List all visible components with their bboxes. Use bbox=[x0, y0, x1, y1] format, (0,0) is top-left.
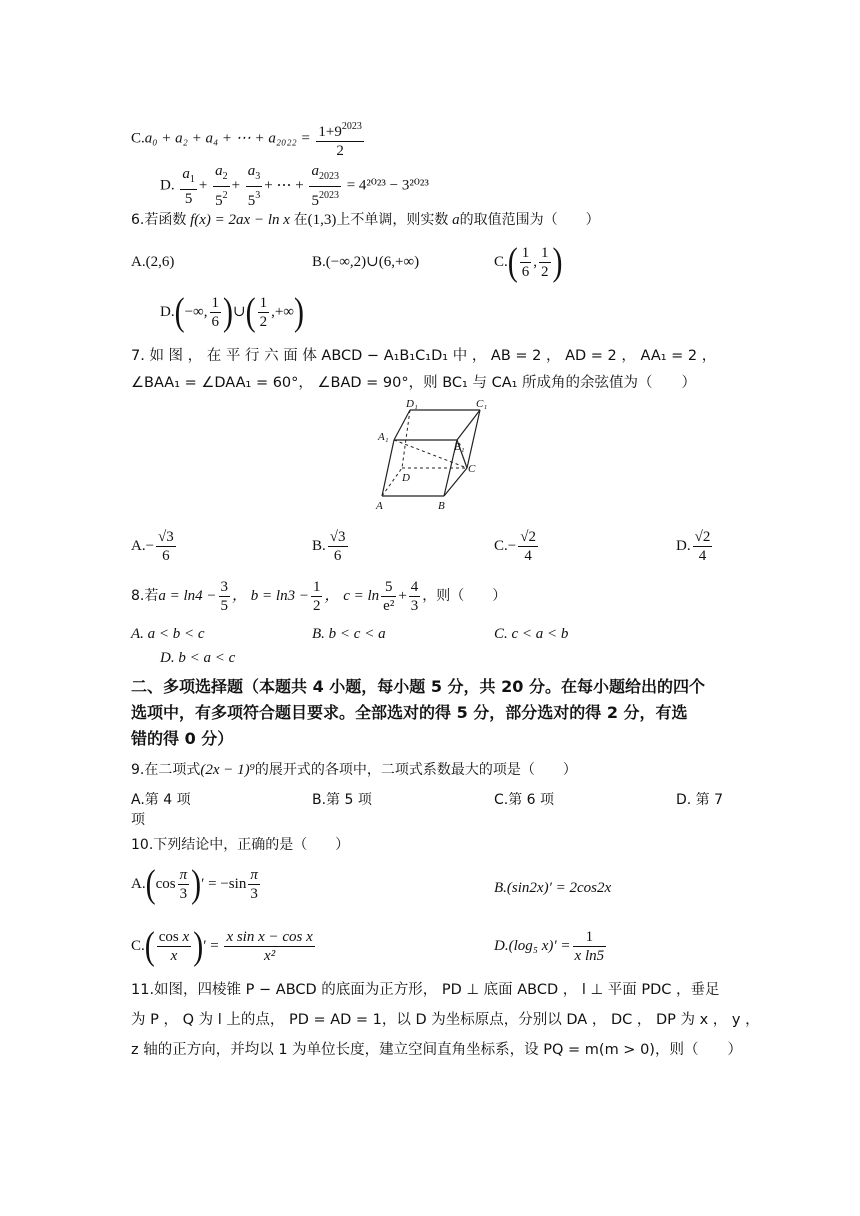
q6-option-d: D.(−∞, $\frac{1}{6}$ )∪( $\frac{1}{2}$ ,+∞) bbox=[160, 290, 304, 334]
label-d1: D₁ bbox=[406, 398, 418, 410]
parallelepiped-figure bbox=[372, 398, 497, 513]
q8-option-b: B. b < c < a bbox=[312, 626, 386, 642]
q8-option-a: A. a < b < c bbox=[131, 626, 205, 642]
label-a1: A₁ bbox=[378, 431, 389, 443]
q9-option-b: B.第 5 项 bbox=[312, 792, 372, 808]
q7-stem-line2: ∠BAA₁ = ∠DAA₁ = 60°， ∠BAD = 90°，则 BC₁ 与 CA₁ 所成角的余弦值为（ ） bbox=[131, 375, 697, 391]
q7-option-d: D. $\frac{√2}{4}$ bbox=[676, 529, 711, 564]
section2-heading-line2: 选项中，有多项符合题目要求。全部选对的得 5 分，部分选对的得 2 分，有选 bbox=[131, 703, 688, 722]
q5-c-fraction: $\frac{1+9^{2023}}{2}$ bbox=[316, 118, 363, 160]
q9-option-a: A.第 4 项 bbox=[131, 792, 191, 808]
q6-option-a: A.(2,6) bbox=[131, 254, 175, 270]
q6-option-b: B.(−∞,2)∪(6,+∞) bbox=[312, 254, 420, 270]
q9-option-c: C.第 6 项 bbox=[494, 792, 555, 808]
q7-option-b: B. $\frac{√3}{6}$ bbox=[312, 529, 346, 564]
label-c: C bbox=[468, 463, 476, 475]
q6-stem: 6.若函数 f(x) = 2ax − ln x 在(1,3)上不单调，则实数 a的取值范围为（ ） bbox=[131, 212, 600, 228]
label-c1: C₁ bbox=[476, 398, 488, 410]
q9-option-d: D. 第 7 bbox=[676, 792, 724, 808]
q9-stem: 9.在二项式(2x − 1)⁹的展开式的各项中，二项式系数最大的项是（ ） bbox=[131, 762, 577, 778]
label-d: D bbox=[402, 472, 410, 484]
q11-line1: 11.如图，四棱锥 P − ABCD 的底面为正方形， PD ⊥ 底面 ABCD ， l ⊥ 平面 PDC ，垂足 bbox=[131, 982, 720, 998]
q10-option-b: B.(sin2x)′ = 2cos2x bbox=[494, 880, 612, 896]
section2-heading-line3: 错的得 0 分） bbox=[131, 729, 234, 748]
q8-stem: 8.若a = ln4 − $\frac{3}{5}$ ， b = ln3 − $\frac{1}{2}$ ， c = ln $\frac{5}{\text{e²}}$ + $\frac{4}{3}$ ，则（ ） bbox=[131, 579, 507, 614]
label-b: B bbox=[438, 500, 445, 512]
q5-option-c: C.a₀ + a₂ + a₄ + ⋯ + a₂₀₂₂ = $\frac{1+9^{2023}}{2}$ bbox=[131, 118, 366, 160]
label-b1: B₁ bbox=[454, 441, 465, 453]
q10-option-d: D.(log₅ x)′ = $\frac{1}{\text{x ln5}}$ bbox=[494, 929, 605, 964]
label-a: A bbox=[376, 500, 383, 512]
q11-line2: 为 P ， Q 为 l 上的点， PD = AD = 1，以 D 为坐标原点，分别以 DA ， DC ， DP 为 x ， y ， bbox=[131, 1012, 760, 1028]
q7-stem-line1: 7. 如 图 ， 在 平 行 六 面 体 ABCD − A₁B₁C₁D₁ 中 ， AB = 2 ， AD = 2 ， AA₁ = 2 ， bbox=[131, 348, 717, 364]
q10-option-c: C.( $\frac{\text{cos x}}{x}$ )′ = $\frac{\text{x sin x − cos x}}{\text{x²}}$ bbox=[131, 924, 313, 968]
q10-stem: 10.下列结论中，正确的是（ ） bbox=[131, 837, 350, 853]
section2-heading-line1: 二、多项选择题（本题共 4 小题，每小题 5 分，共 20 分。在每小题给出的四个 bbox=[131, 677, 705, 696]
q6-option-c: C.( $\frac{1}{6}$ , $\frac{1}{2}$ ) bbox=[494, 240, 563, 284]
q10-option-a: A.(cos $\frac{\pi}{3}$ )′ = −sin $\frac{\pi}{3}$ bbox=[131, 862, 258, 906]
q5-option-d: D. $\frac{a_1}{5}$ + $\frac{a_2}{5^2}$ + $\frac{a_3}{5^3}$ + ⋯ + $\frac{a_{2023}}{5^{2023}}$ = 4²⁰²³ − 3²⁰²³ bbox=[160, 163, 429, 209]
q9-option-d-wrap: 项 bbox=[131, 812, 145, 828]
q8-option-c: C. c < a < b bbox=[494, 626, 569, 642]
q7-option-c: C.− $\frac{√2}{4}$ bbox=[494, 529, 536, 564]
q7-option-a: A.− $\frac{√3}{6}$ bbox=[131, 529, 174, 564]
q8-option-d: D. b < a < c bbox=[160, 650, 236, 666]
q11-line3: z 轴的正方向，并均以 1 为单位长度，建立空间直角坐标系，设 PQ = m(m > 0)，则（ ） bbox=[131, 1042, 742, 1058]
